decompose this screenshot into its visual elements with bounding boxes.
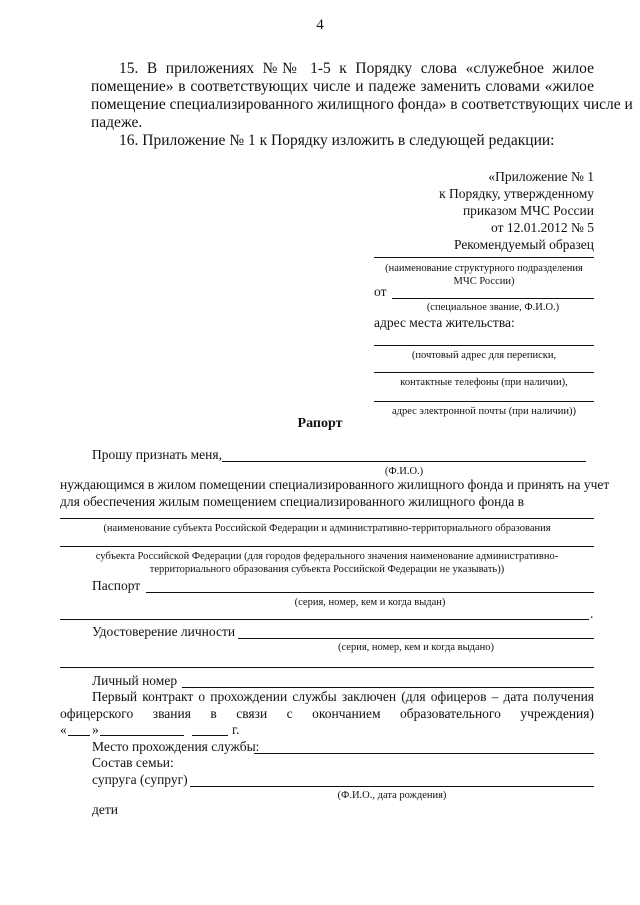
item-16-text: 16. Приложение № 1 к Порядку изложить в следующей редакции:	[119, 132, 555, 149]
subject-caption-2-line-1: субъекта Российской Федерации (для городов федерального значения наименование административно-	[95, 551, 559, 562]
request-text-line-2: для обеспечения жилым помещением специализированного жилищного фонда в	[60, 494, 524, 509]
appendix-header-line-3: приказом МЧС России	[462, 203, 594, 218]
postal-address-line[interactable]	[374, 345, 594, 346]
sample-label: Рекомендуемый образец	[453, 237, 594, 252]
date-year-suffix: г.	[232, 722, 240, 737]
appendix-header	[439, 168, 594, 253]
fio-line[interactable]	[222, 461, 586, 462]
phones-caption: контактные телефоны (при наличии),	[400, 377, 568, 388]
subject-line-1[interactable]	[60, 518, 594, 519]
service-place-label: Место прохождения службы:	[92, 739, 260, 754]
appendix-header-line-4: от 12.01.2012 № 5	[491, 220, 594, 235]
personal-number-label: Личный номер	[92, 673, 178, 688]
date-year-line[interactable]	[192, 735, 228, 736]
date-month-line[interactable]	[100, 735, 184, 736]
subject-line-2[interactable]	[60, 546, 594, 547]
spouse-label: супруга (супруг)	[92, 772, 188, 787]
phones-line[interactable]	[374, 372, 594, 373]
postal-caption: (почтовый адрес для переписки,	[411, 350, 557, 361]
children-label: дети	[92, 802, 118, 817]
item-15-line-4: падеже.	[91, 114, 143, 131]
spouse-caption: (Ф.И.О., дата рождения)	[337, 790, 447, 801]
email-line[interactable]	[374, 401, 594, 402]
id-line-1[interactable]	[238, 638, 594, 639]
passport-label: Паспорт	[92, 578, 141, 593]
contract-line-1: Первый контракт о прохождении службы заключен (для офицеров – дата получения	[92, 689, 594, 704]
personal-number-line[interactable]	[182, 687, 594, 688]
passport-caption: (серия, номер, кем и когда выдан)	[294, 597, 446, 608]
spouse-line[interactable]	[190, 786, 594, 787]
request-text-line-1: нуждающимся в жилом помещении специализированного жилищного фонда и принять на учет	[60, 477, 610, 492]
contract-line-2: офицерского звания в связи с окончанием образовательного учреждения)	[60, 706, 594, 721]
service-place-line[interactable]	[254, 753, 594, 754]
unit-name-line[interactable]	[374, 257, 594, 258]
date-day-line[interactable]	[68, 735, 90, 736]
id-caption: (серия, номер, кем и когда выдано)	[338, 642, 494, 653]
request-label: Прошу признать меня,	[92, 447, 222, 462]
id-line-2[interactable]	[60, 667, 594, 668]
passport-line-2[interactable]	[60, 619, 589, 620]
date-close-quote: »	[92, 722, 99, 737]
unit-caption-line-1: (наименование структурного подразделения	[385, 263, 583, 274]
item-15-line-3: помещение специализированного жилищного фонда» в соответствующих числе и	[91, 96, 633, 113]
email-caption: адрес электронной почты (при наличии))	[391, 406, 577, 417]
id-label: Удостоверение личности	[92, 624, 236, 639]
from-label: от	[374, 284, 387, 299]
unit-name-caption	[374, 262, 594, 288]
item-15	[91, 60, 633, 132]
family-label: Состав семьи:	[92, 755, 174, 770]
from-line[interactable]	[392, 298, 594, 299]
appendix-header-line-2: к Порядку, утвержденному	[439, 186, 594, 201]
residence-label: адрес места жительства:	[374, 315, 515, 330]
page-number: 4	[316, 17, 324, 33]
subject-caption-2-line-2: территориального образования субъекта Российской Федерации не указывать))	[149, 564, 505, 575]
fio-caption: (Ф.И.О.)	[384, 466, 424, 477]
subject-caption-2	[60, 550, 594, 576]
appendix-header-line-1: «Приложение № 1	[488, 169, 594, 184]
subject-caption: (наименование субъекта Российской Федерации и административно-территориального образования	[103, 523, 551, 534]
passport-end-dot: .	[590, 606, 594, 621]
item-16	[91, 132, 594, 150]
item-15-line-1: 15. В приложениях №№ 1-5 к Порядку слова «служебное жилое	[119, 60, 594, 77]
item-15-line-2: помещение» в соответствующих числе и падеже заменить словами «жилое	[91, 78, 594, 95]
rank-caption: (специальное звание, Ф.И.О.)	[426, 302, 560, 313]
date-open-quote: «	[60, 722, 67, 737]
passport-line-1[interactable]	[146, 592, 594, 593]
unit-caption-line-2: МЧС России)	[453, 276, 515, 287]
form-title: Рапорт	[297, 416, 343, 431]
